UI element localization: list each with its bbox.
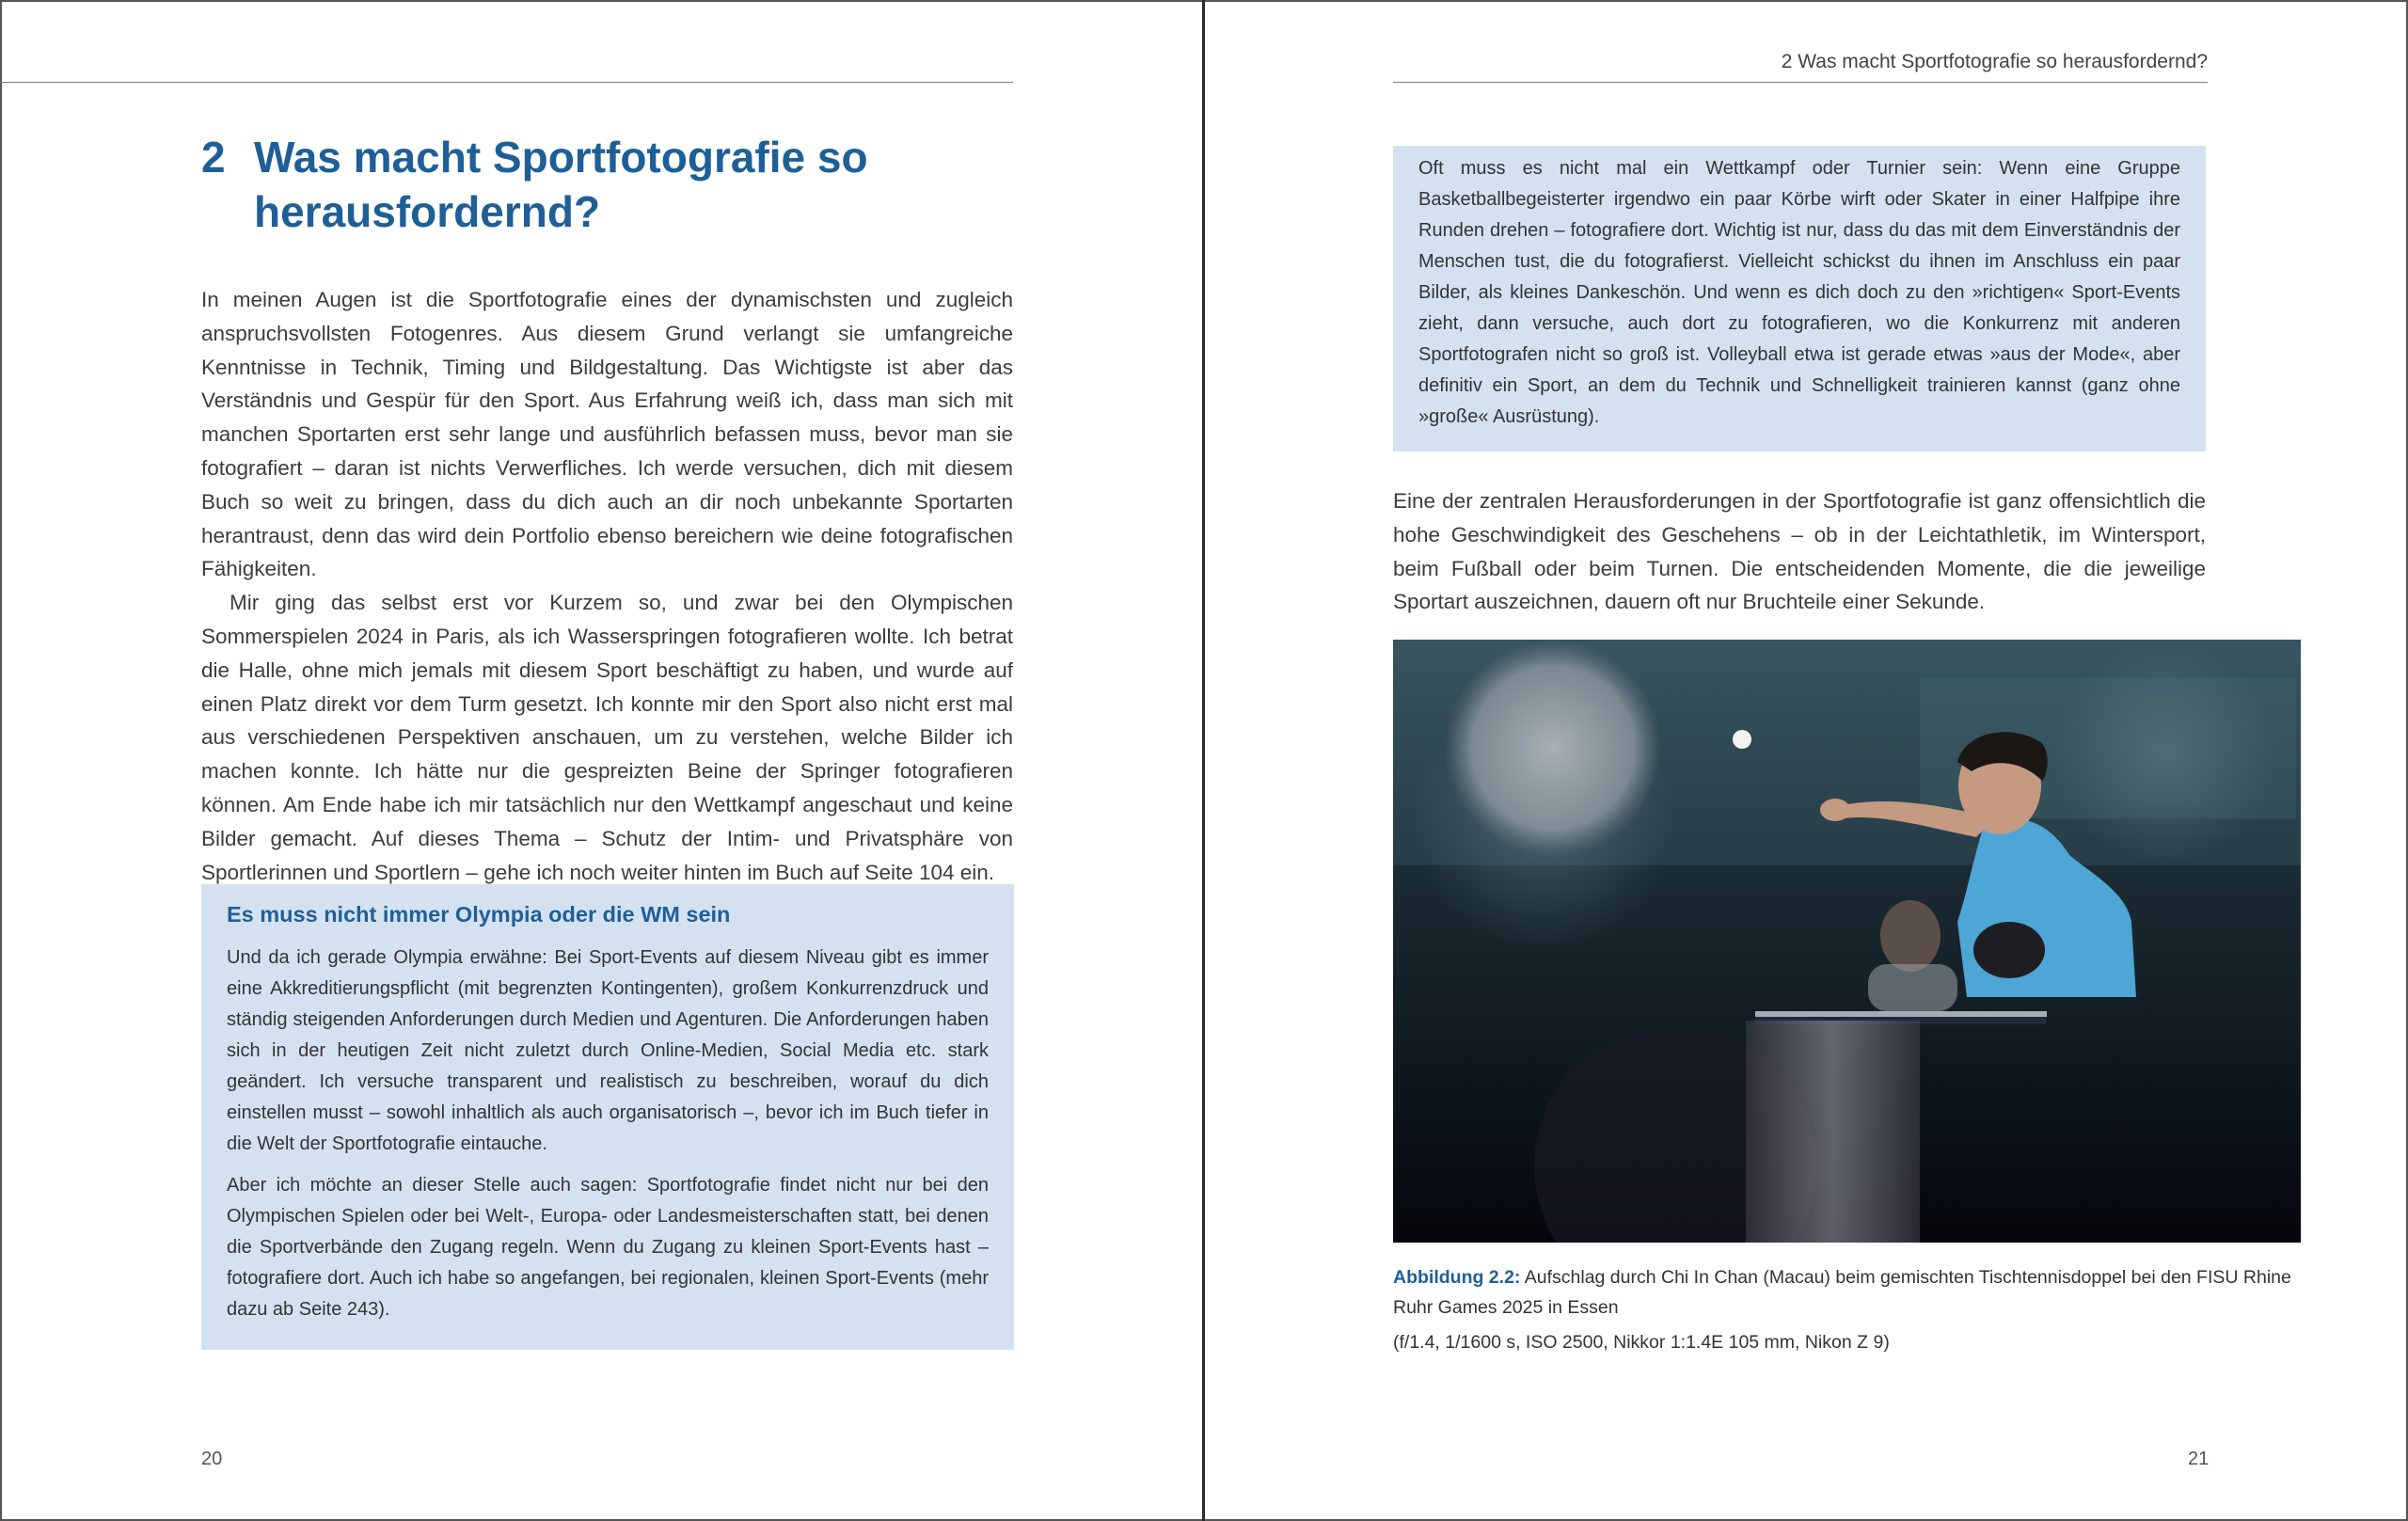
info-box [201,884,1014,1350]
info-box-paragraph: Oft muss es nicht mal ein Wettkampf oder Turnier sein: Wenn eine Gruppe Basketballbegeisterter irgendwo ein paar Körbe wirft oder Skater in einer Halfpipe ihre Runden drehen – fotografiere dort. Wichtig ist nur, dass du das mit dem Einverständnis der Menschen tust, die du fotografierst. Vielleicht schickst du ihnen im Anschluss ein paar Bilder, als kleines Dankeschön. Und wenn es dich doch zu den »richtigen« Sport-Events zieht, dann versuche, auch dort zu fotografieren, wo die Konkurrenz mit anderen Sportfotografen nicht so groß ist. Volleyball etwa ist gerade etwas »aus der Mode«, aber definitiv ein Sport, an dem du Technik und Schnelligkeit trainieren kannst (ganz ohne »große« Ausrüstung). [1418,158,2180,427]
page-number-right: 21 [2188,1449,2210,1469]
figure-caption [1393,1262,2301,1357]
right-body-text [1393,484,2206,619]
figure-exif: (f/1.4, 1/1600 s, ISO 2500, Nikkor 1:1.4E 105 mm, Nikon Z 9) [1393,1332,1890,1353]
table-tennis-photo [1393,640,2301,1243]
chapter-number: 2 [201,133,226,182]
left-header-rule [0,82,1013,83]
body-paragraph: Eine der zentralen Herausforderungen in der Sportfotografie ist ganz offensichtlich die hohe Geschwindigkeit des Geschehens – ob in der Leichtathletik, im Wintersport, beim Fußball oder beim Turnen. Die entscheidenden Momente, die die jeweilige Sportart auszeichnen, dauern oft nur Bruchteile einer Sekunde. [1393,489,2206,614]
info-box-title: Es muss nicht immer Olympia oder die WM sein [227,902,731,927]
left-body-text [201,283,1013,889]
info-box-paragraph: Und da ich gerade Olympia erwähne: Bei Sport-Events auf diesem Niveau gibt es immer eine Akkreditierungspflicht (mit begrenzten Kontingenten), großem Konkurrenzdruck und ständig steigenden Anforderungen durch Medien und Agenturen. Die Anforderungen haben sich in der heutigen Zeit nicht zuletzt durch Online-Medien, Social Media etc. stark geändert. Ich versuche transparent und realistisch zu beschreiben, worauf du dich einstellen musst – sowohl inhaltlich als auch organisatorisch –, bevor ich im Buch tiefer in die Welt der Sportfotografie eintauche. [227,947,989,1154]
chapter-heading: Was macht Sportfotografie so herausfordernd? [254,133,868,236]
book-gutter [1202,0,1205,1521]
running-header: 2 Was macht Sportfotografie so herausfordernd? [1781,51,2208,72]
figure-description: Aufschlag durch Chi In Chan (Macau) beim gemischten Tischtennisdoppel bei den FISU Rhine Ruhr Games 2025 in Essen [1393,1267,2291,1318]
figure-label: Abbildung 2.2: [1393,1267,1521,1288]
info-box-paragraph: Aber ich möchte an dieser Stelle auch sagen: Sportfotografie findet nicht nur bei den Olympischen Spielen oder bei Welt-, Europa- oder Landesmeisterschaften statt, bei denen die Sportverbände den Zugang regeln. Wenn du Zugang zu kleinen Sport-Events hast – fotografiere dort. Auch ich habe so angefangen, bei regionalen, kleinen Sport-Events (mehr dazu ab Seite 243). [227,1175,989,1320]
body-paragraph: In meinen Augen ist die Sportfotografie eines der dynamischsten und zugleich anspruchsvollsten Fotogenres. Aus diesem Grund verlangt sie umfangreiche Kenntnisse in Technik, Timing und Bildgestaltung. Das Wichtigste ist aber das Verständnis und Gespür für den Sport. Aus Erfahrung weiß ich, dass man sich mit manchen Sportarten erst sehr lange und ausführlich befassen muss, bevor man sie fotografiert – daran ist nichts Verwerfliches. Ich werde versuchen, dich mit diesem Buch so weit zu bringen, dass du dich auch an dir noch unbekannte Sportarten herantraust, denn das wird dein Portfolio ebenso bereichern wie deine fotografischen Fähigkeiten. [201,288,1013,581]
body-paragraph: Mir ging das selbst erst vor Kurzem so, und zwar bei den Olympischen Sommerspielen 2024 in Paris, als ich Wasserspringen fotografieren wollte. Ich betrat die Halle, ohne mich jemals mit diesem Sport beschäftigt zu haben, und wurde auf einen Platz direkt vor dem Turm gesetzt. Ich konnte mir den Sport also nicht erst mal aus verschiedenen Perspektiven anschauen, um zu verstehen, welche Bilder ich machen konnte. Ich hätte nur die gespreizten Beine der Springer fotografieren können. Am Ende habe ich mir tatsächlich nur den Wettkampf angeschaut und keine Bilder gemacht. Auf dieses Thema – Schutz der Intim- und Privatsphäre von Sportlerinnen und Sportlern – gehe ich noch weiter hinten im Buch auf Seite 104 ein. [201,591,1013,884]
info-box-continued [1393,146,2206,452]
page-number-left: 20 [201,1449,223,1469]
caption-text [1393,1262,2301,1323]
right-header-rule [1393,82,2208,83]
